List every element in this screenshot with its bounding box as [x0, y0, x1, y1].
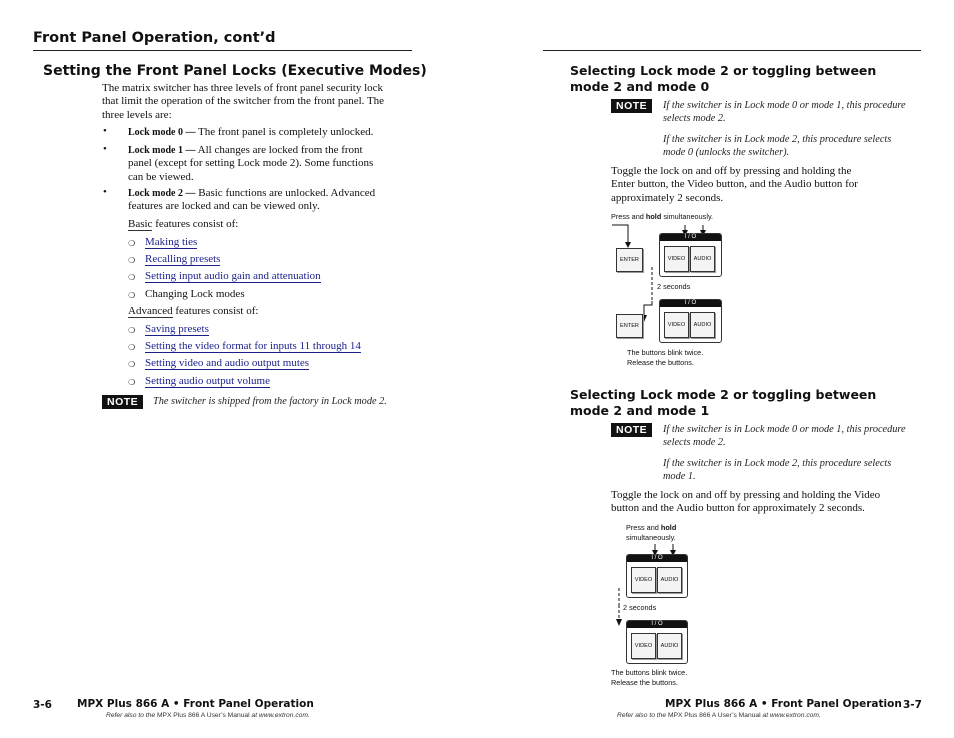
caption-line: Release the buttons.: [627, 358, 694, 367]
note-line: mode 0 (unlocks the switcher).: [663, 147, 790, 158]
circle-bullet-icon: ❍: [128, 239, 136, 248]
io-panel: [626, 620, 688, 664]
list-item[interactable]: [145, 340, 361, 353]
section-title-mode1: [570, 387, 876, 419]
lock-mode-2-label: Lock mode 2 —: [128, 188, 196, 199]
circle-bullet-icon: ❍: [128, 273, 136, 282]
audio-button[interactable]: AUDIO: [690, 312, 715, 338]
instructions-paragraph: [611, 165, 911, 205]
bullet-marker: •: [103, 125, 107, 137]
lock-mode-1-text: panel (except for setting Lock mode 2). Some functions: [128, 157, 374, 170]
video-button[interactable]: VIDEO: [664, 246, 689, 272]
footer-manual-name: MPX Plus 866 A User’s Manual: [156, 712, 250, 719]
io-label: I / O: [660, 234, 721, 241]
title-line: Selecting Lock mode 2 or toggling between: [570, 63, 877, 78]
note-badge: NOTE: [102, 395, 143, 409]
note-badge: NOTE: [611, 423, 652, 437]
circle-bullet-icon: ❍: [128, 256, 136, 265]
advanced-link[interactable]: Advanced: [128, 305, 173, 317]
list-item[interactable]: [145, 375, 270, 388]
lock-mode-2-text: features are locked and can be viewed only.: [128, 200, 320, 213]
intro-line: three levels are:: [102, 108, 172, 121]
note-line: If the switcher is in Lock mode 0 or mode 1, this procedure: [663, 424, 906, 435]
body-line: button and the Audio button for approximately 2 seconds.: [611, 502, 865, 515]
making-ties-link[interactable]: Making ties: [145, 236, 198, 248]
footer-manual-name: MPX Plus 866 A User’s Manual: [667, 712, 761, 719]
note-text: [663, 99, 923, 125]
note-line: If the switcher is in Lock mode 0 or mode 1, this procedure: [663, 100, 906, 111]
enter-button[interactable]: ENTER: [616, 248, 643, 272]
list-item[interactable]: [145, 253, 220, 266]
lock-mode-0-label: Lock mode 0 —: [128, 127, 196, 138]
recalling-presets-link[interactable]: Recalling presets: [145, 253, 221, 265]
note-text: [663, 457, 923, 483]
footer-ref-text: Refer also to the: [617, 712, 668, 719]
note-line: If the switcher is in Lock mode 2, this procedure selects: [663, 134, 892, 145]
page-title: Setting the Front Panel Locks (Executive Modes): [43, 63, 427, 79]
basic-features-intro: [128, 218, 238, 231]
intro-line: The matrix switcher has three levels of front panel security lock: [102, 82, 384, 94]
circle-bullet-icon: ❍: [128, 291, 136, 300]
circle-bullet-icon: ❍: [128, 360, 136, 369]
title-line: mode 2 and mode 1: [570, 403, 710, 418]
saving-presets-link[interactable]: Saving presets: [145, 323, 209, 335]
duration-label: 2 seconds: [623, 603, 657, 612]
page-number: 3-6: [33, 699, 52, 711]
caption-hold: hold: [645, 212, 662, 221]
note-line: selects mode 2.: [663, 113, 726, 124]
basic-rest: features consist of:: [152, 218, 239, 230]
list-item: Changing Lock modes: [145, 288, 245, 300]
lock-mode-1-text: All changes are locked from the front: [195, 144, 363, 156]
note-line: mode 1.: [663, 471, 696, 482]
circle-bullet-icon: ❍: [128, 326, 136, 335]
header-rule: [543, 50, 921, 51]
body-line: Toggle the lock on and off by pressing and holding the: [611, 165, 852, 177]
intro-paragraph: [102, 82, 422, 122]
advanced-rest: features consist of:: [172, 305, 259, 317]
bullet-marker: •: [103, 143, 107, 155]
io-panel: [659, 233, 722, 277]
audio-button[interactable]: AUDIO: [657, 633, 682, 659]
diagram-caption: [627, 348, 703, 368]
video-button[interactable]: VIDEO: [664, 312, 689, 338]
note-text: [663, 133, 923, 159]
audio-button[interactable]: AUDIO: [690, 246, 715, 272]
body-line: Enter button, the Video button, and the Audio button for: [611, 178, 858, 191]
diagram-caption: [626, 523, 676, 543]
caption-text: simultaneously.: [661, 212, 714, 221]
page-number: 3-7: [903, 699, 922, 711]
caption-line: simultaneously.: [626, 533, 676, 542]
io-panel: [659, 299, 722, 343]
note-line: selects mode 2.: [663, 437, 726, 448]
list-item[interactable]: [145, 323, 209, 336]
section-header: Front Panel Operation, cont’d: [33, 30, 276, 46]
footer-reference: [106, 712, 310, 719]
video-button[interactable]: VIDEO: [631, 633, 656, 659]
lock-mode-1-item: [128, 144, 418, 184]
instructions-paragraph: [611, 489, 921, 516]
footer-title: MPX Plus 866 A • Front Panel Operation: [77, 698, 314, 710]
lock-mode-0-item: [128, 126, 418, 139]
caption-line: Release the buttons.: [611, 678, 678, 687]
io-label: I / O: [627, 621, 687, 628]
note-text: The switcher is shipped from the factory in Lock mode 2.: [153, 396, 387, 407]
header-rule: [33, 50, 412, 51]
video-format-link[interactable]: Setting the video format for inputs 11 through 14: [145, 340, 361, 352]
title-line: mode 2 and mode 0: [570, 79, 710, 94]
footer-ref-text: at www.extron.com.: [760, 712, 821, 719]
video-button[interactable]: VIDEO: [631, 567, 656, 593]
footer-title: MPX Plus 866 A • Front Panel Operation: [665, 698, 902, 710]
circle-bullet-icon: ❍: [128, 343, 136, 352]
body-line: Toggle the lock on and off by pressing and holding the Video: [611, 489, 881, 501]
footer-ref-text: at www.extron.com.: [249, 712, 310, 719]
intro-line: that limit the operation of the switcher from the front panel. The: [102, 95, 385, 108]
input-audio-gain-link[interactable]: Setting input audio gain and attenuation: [145, 270, 321, 282]
caption-text: Press and: [626, 523, 661, 532]
io-label: I / O: [660, 300, 721, 307]
output-mutes-link[interactable]: Setting video and audio output mutes: [145, 357, 310, 369]
lock-mode-2-item: [128, 187, 418, 214]
body-line: approximately 2 seconds.: [611, 191, 724, 204]
advanced-features-intro: [128, 305, 258, 318]
lock-mode-1-label: Lock mode 1 —: [128, 145, 196, 156]
io-panel: [626, 554, 688, 598]
note-badge: NOTE: [611, 99, 652, 113]
caption-line: The buttons blink twice.: [627, 348, 704, 357]
lock-mode-2-text: Basic functions are unlocked. Advanced: [195, 187, 376, 199]
caption-line: The buttons blink twice.: [611, 668, 688, 677]
bullet-marker: •: [103, 186, 107, 198]
io-label: I / O: [627, 555, 687, 562]
list-item[interactable]: [145, 357, 309, 370]
circle-bullet-icon: ❍: [128, 378, 136, 387]
section-title-mode0: [570, 63, 876, 95]
note-text: [663, 423, 923, 449]
list-item[interactable]: [145, 270, 321, 283]
caption-hold: hold: [660, 523, 677, 532]
note-line: If the switcher is in Lock mode 2, this procedure selects: [663, 458, 892, 469]
footer-reference: [617, 712, 821, 719]
footer-ref-text: Refer also to the: [106, 712, 157, 719]
caption-text: Press and: [611, 212, 646, 221]
title-line: Selecting Lock mode 2 or toggling between: [570, 387, 877, 402]
audio-button[interactable]: AUDIO: [657, 567, 682, 593]
diagram-caption: [611, 668, 687, 688]
lock-mode-0-text: The front panel is completely unlocked.: [195, 126, 374, 138]
basic-link[interactable]: Basic: [128, 218, 153, 230]
lock-mode-1-text: can be viewed.: [128, 170, 194, 183]
duration-label: 2 seconds: [657, 282, 691, 291]
enter-button[interactable]: ENTER: [616, 314, 643, 338]
list-item[interactable]: [145, 236, 197, 249]
output-volume-link[interactable]: Setting audio output volume: [145, 375, 270, 387]
time-arrow-icon: [640, 265, 660, 325]
